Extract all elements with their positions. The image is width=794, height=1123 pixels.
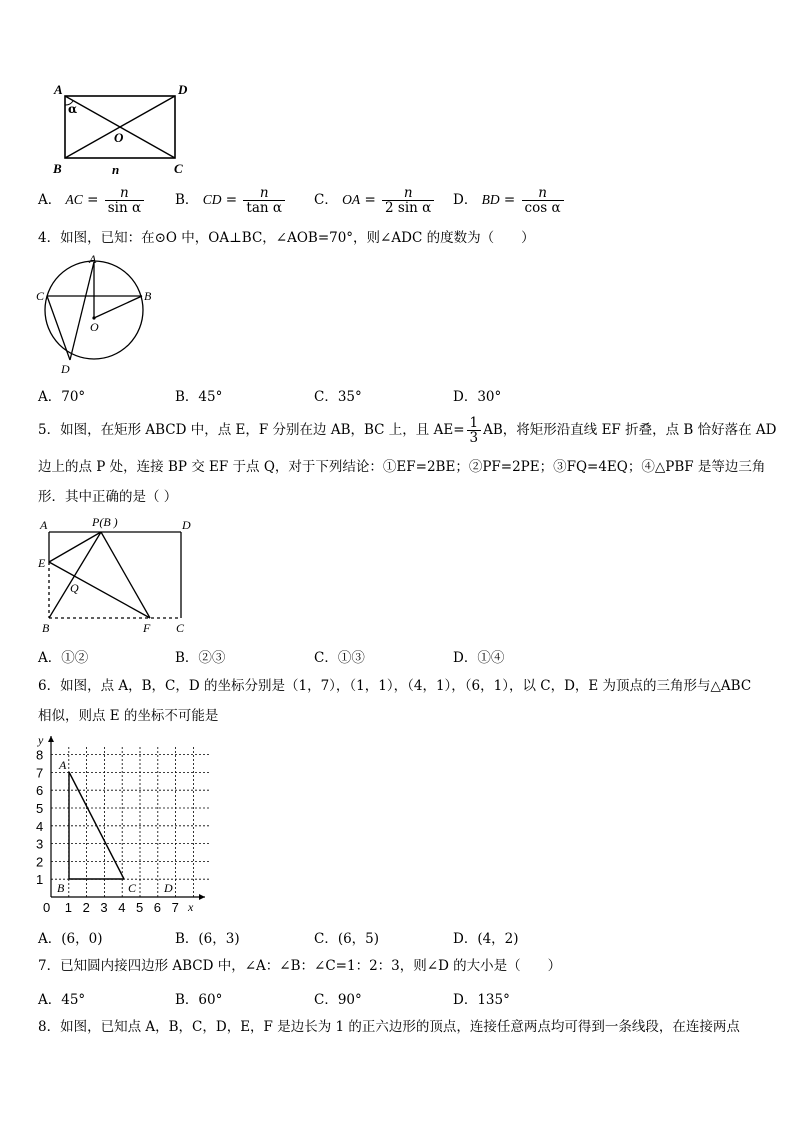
y-tick-label: 2	[36, 854, 44, 870]
option-lhs: AC	[65, 192, 83, 207]
q4-option-c[interactable]: C．35°	[314, 389, 362, 405]
label-c: C	[174, 161, 183, 176]
q5-text-part-b: AB，将矩形沿直线 EF 折叠，点 B 恰好落在 AD	[483, 422, 777, 438]
label-p-b: P(B )	[92, 515, 118, 529]
option-lhs: CD	[202, 192, 222, 207]
q5-rectangle-fold-figure	[34, 512, 204, 637]
segment-ob	[94, 296, 142, 318]
q5-option-a[interactable]: A．①②	[38, 650, 89, 666]
option-letter: A．	[38, 192, 62, 208]
fraction-denominator: cos α	[524, 200, 561, 216]
q6-option-d[interactable]: D．(4，2)	[453, 931, 519, 947]
option-eq: =	[225, 192, 238, 208]
y-tick-label: 1	[36, 872, 44, 888]
option-letter: C．	[314, 192, 338, 208]
q5-line-3: 形．其中正确的是（ ）	[38, 489, 178, 505]
label-y: y	[38, 733, 44, 747]
option-eq: =	[87, 192, 99, 208]
q5-fraction-one-third	[467, 416, 482, 445]
q3-rectangle-figure	[48, 80, 198, 180]
option-letter: B．	[175, 192, 199, 208]
label-b: B	[144, 289, 152, 303]
y-axis-arrow	[48, 736, 54, 742]
fraction-numerator: n	[105, 186, 144, 201]
label-o: O	[90, 320, 99, 334]
label-d: D	[182, 518, 191, 532]
x-tick-label: 2	[82, 900, 90, 915]
y-tick-label: 7	[36, 765, 44, 781]
label-d: D	[178, 82, 188, 97]
q6-coordinate-grid-figure	[30, 728, 210, 918]
q3-option-d[interactable]	[453, 186, 566, 215]
q7-option-b[interactable]: B．60°	[175, 992, 223, 1008]
q5-option-c[interactable]: C．①③	[314, 650, 365, 666]
q6-line-1: 6．如图，点 A，B，C，D 的坐标分别是（1，7），（1，1），（4，1），（6，1），以 C，D，E 为顶点的三角形与△ABC	[38, 678, 752, 694]
q6-line-2: 相似，则点 E 的坐标不可能是	[38, 708, 219, 724]
option-letter: D．	[453, 192, 478, 208]
label-q: Q	[70, 581, 79, 595]
y-tick-label: 5	[36, 801, 44, 816]
option-fraction	[522, 186, 564, 215]
fraction-denominator: 3	[469, 430, 479, 446]
x-tick-label: 1	[64, 900, 73, 915]
q4-question-text: 4．如图，已知：在⊙O 中，OA⊥BC，∠AOB=70°，则∠ADC 的度数为（ ）	[38, 230, 535, 246]
label-b: B	[57, 881, 65, 895]
x-tick-label: 0	[43, 900, 51, 915]
q3-option-c[interactable]	[314, 186, 436, 215]
label-n: n	[112, 162, 120, 177]
option-fraction	[243, 186, 285, 215]
grid-lines	[51, 746, 210, 897]
label-c: C	[128, 881, 137, 895]
label-a: A	[54, 82, 63, 97]
q4-option-d[interactable]: D．30°	[453, 389, 502, 405]
label-f: F	[143, 621, 151, 635]
q4-option-b[interactable]: B．45°	[175, 389, 223, 405]
y-tick-label: 3	[36, 836, 44, 852]
option-fraction	[382, 186, 434, 215]
q5-option-d[interactable]: D．①④	[453, 650, 505, 666]
chord-cd	[47, 296, 70, 360]
x-tick-label: 3	[100, 900, 108, 915]
q5-option-b[interactable]: B．②③	[175, 650, 226, 666]
x-tick-label: 5	[136, 900, 144, 915]
y-tick-label: 4	[36, 818, 44, 834]
fraction-numerator: n	[382, 186, 434, 201]
x-tick-label: 4	[118, 900, 126, 915]
fraction-numerator: n	[243, 186, 285, 201]
label-c: C	[176, 621, 185, 635]
label-b: B	[53, 161, 62, 176]
q6-option-a[interactable]: A．(6，0)	[38, 931, 103, 947]
segment-ef	[49, 562, 150, 618]
q7-option-c[interactable]: C．90°	[314, 992, 362, 1008]
segment-bp	[49, 532, 101, 618]
option-lhs: OA	[342, 192, 361, 207]
label-o: O	[114, 130, 124, 145]
fraction-denominator: tan α	[246, 200, 282, 216]
label-d: D	[164, 881, 173, 895]
fraction-denominator: 2 sin α	[385, 200, 432, 216]
q4-option-a[interactable]: A．70°	[38, 389, 86, 405]
label-x: x	[188, 900, 194, 914]
label-a: A	[89, 252, 97, 266]
chord-ad	[70, 262, 94, 360]
x-tick-label: 7	[171, 900, 179, 915]
q6-option-c[interactable]: C．(6，5)	[314, 931, 380, 947]
label-e: E	[38, 556, 46, 570]
q3-option-b[interactable]	[175, 186, 287, 215]
q3-option-a[interactable]	[38, 186, 146, 215]
y-tick-label: 8	[36, 747, 44, 763]
fraction-denominator: sin α	[107, 200, 142, 216]
label-b: B	[42, 621, 50, 635]
q4-circle-figure	[34, 252, 159, 377]
q7-option-a[interactable]: A．45°	[38, 992, 86, 1008]
segment-pe	[49, 532, 101, 562]
q5-line-1	[38, 412, 776, 448]
fraction-numerator: n	[522, 186, 564, 201]
label-d: D	[61, 362, 70, 376]
q6-option-b[interactable]: B．(6，3)	[175, 931, 240, 947]
option-lhs: BD	[481, 192, 500, 207]
q8-question-text: 8．如图，已知点 A，B，C，D，E，F 是边长为 1 的正六边形的顶点，连接任意两点均可得到一条线段，在连接两点	[38, 1019, 740, 1035]
fraction-numerator: 1	[467, 416, 482, 431]
option-eq: =	[503, 192, 516, 208]
label-a: A	[40, 518, 48, 532]
label-c: C	[36, 289, 45, 303]
option-eq: =	[364, 192, 376, 208]
x-tick-label: 6	[153, 900, 162, 915]
x-axis-arrow	[199, 894, 205, 900]
y-tick-label: 6	[36, 783, 44, 799]
q7-question-text: 7．已知圆内接四边形 ABCD 中，∠A：∠B：∠C=1：2：3，则∠D 的大小是（ ）	[38, 958, 562, 974]
q7-option-d[interactable]: D．135°	[453, 992, 510, 1008]
q5-line-2: 边上的点 P 处，连接 BP 交 EF 于点 Q，对于下列结论：①EF=2BE；②PF=2PE；③FQ=4EQ；④△PBF 是等边三角	[38, 459, 766, 475]
label-a: A	[59, 758, 67, 772]
option-fraction	[105, 186, 144, 215]
label-alpha: α	[68, 102, 78, 116]
q5-text-part-a: 5．如图，在矩形 ABCD 中，点 E，F 分别在边 AB，BC 上，且 AE=	[38, 422, 465, 438]
